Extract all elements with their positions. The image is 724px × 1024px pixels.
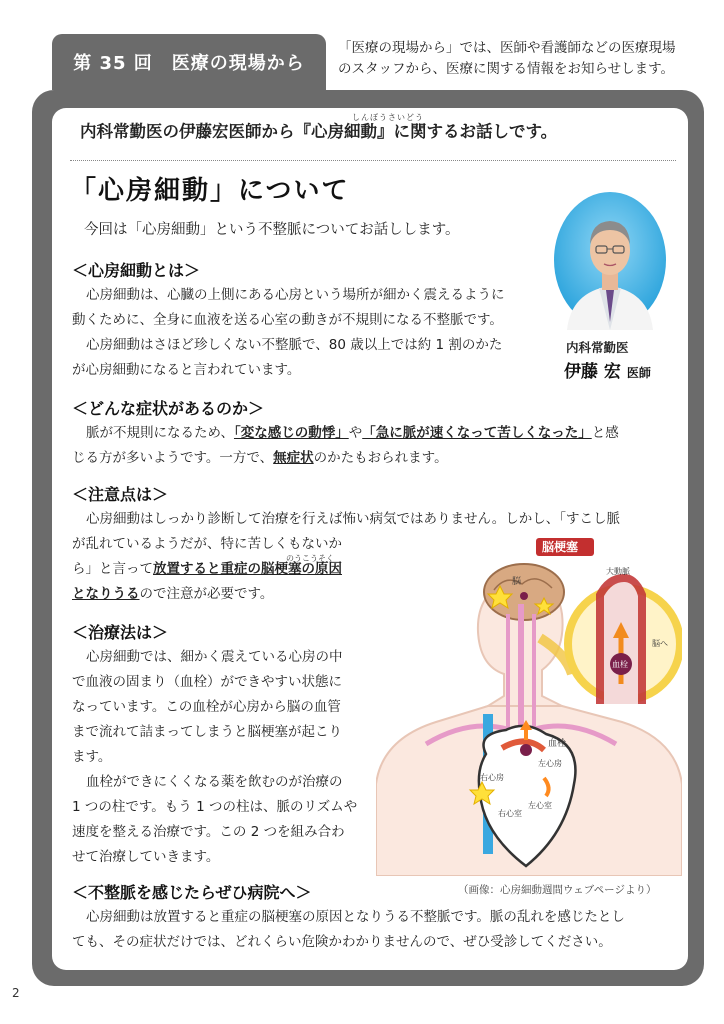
label-left-ventricle: 左心室 bbox=[528, 801, 552, 810]
emphasis-asymptomatic: 無症状 bbox=[273, 450, 314, 466]
doctor-portrait bbox=[553, 190, 667, 330]
section-heading-visit: ＜不整脈を感じたらぜひ病院へ＞ bbox=[72, 883, 312, 902]
label-left-atrium: 左心房 bbox=[538, 759, 562, 768]
body-line: 心房細動は、心臓の上側にある心房という場所が細かく震えるように bbox=[86, 287, 505, 303]
body-line: せて治療していきます。 bbox=[72, 849, 220, 865]
label-right-ventricle: 右心室 bbox=[498, 809, 522, 818]
body-line: まで流れて詰まってしまうと脳梗塞が起こり bbox=[72, 724, 342, 740]
emphasis-fast-pulse: 「急に脈が速くなって苦しくなった」 bbox=[362, 425, 592, 441]
body-line: ます。 bbox=[72, 749, 112, 765]
subtitle-ruby: しんぼうさいどう bbox=[352, 113, 424, 122]
text-span: や bbox=[348, 425, 363, 441]
series-tab bbox=[52, 34, 326, 90]
dotted-divider bbox=[70, 160, 676, 161]
text-span: のかたもおられます。 bbox=[313, 450, 448, 466]
section-body-what bbox=[72, 283, 552, 383]
body-line: 1 つの柱です。もう 1 つの柱は、脈のリズムや bbox=[72, 799, 358, 815]
body-line: 速度を整える治療です。この 2 つを組み合わ bbox=[72, 824, 345, 840]
label-to-brain: 脳へ bbox=[652, 639, 668, 648]
article-lead: 今回は「心房細動」という不整脈についてお話しします。 bbox=[84, 222, 460, 238]
section-heading-caution: ＜注意点は＞ bbox=[72, 485, 169, 504]
section-body-treatment bbox=[72, 645, 372, 870]
body-line: 心房細動はしっかり診断して治療を行えば怖い病気ではありません。しかし、「すこし脈 bbox=[86, 511, 621, 527]
heart-brain-illustration bbox=[376, 534, 682, 876]
body-line: 心房細動では、細かく震えている心房の中 bbox=[86, 649, 343, 665]
body-line: が乱れているようだが、特に苦しくもないか bbox=[72, 536, 342, 552]
label-aorta: 大動脈 bbox=[606, 567, 630, 576]
body-line: 心房細動は放置すると重症の脳梗塞の原因となりうる不整脈です。脈の乱れを感じたとし bbox=[86, 909, 625, 925]
body-line bbox=[72, 421, 682, 446]
subtitle: 内科常勤医の伊藤宏医師から『心房細動』に関するお話しです。 bbox=[80, 122, 558, 141]
body-line: で血液の固まり（血栓）ができやすい状態に bbox=[72, 674, 342, 690]
emphasis-palpitation: 「変な感じの動悸」 bbox=[233, 425, 349, 441]
text-span: ら」と言って bbox=[72, 561, 153, 577]
emphasis-can-become: となりうる bbox=[72, 586, 140, 602]
body-line: なっています。この血栓が心房から脳の血管 bbox=[72, 699, 341, 715]
banner-stroke: 脳梗塞 bbox=[542, 540, 579, 554]
text-span: 脈が不規則になるため、 bbox=[86, 425, 234, 441]
emphasis-stroke-cause: 放置すると重症の脳梗塞の原因 bbox=[153, 561, 342, 577]
section-heading-symptoms: ＜どんな症状があるのか＞ bbox=[72, 399, 265, 418]
label-right-atrium: 右心房 bbox=[480, 773, 504, 782]
body-line bbox=[72, 446, 682, 471]
article-title: 「心房細動」について bbox=[70, 176, 350, 206]
intro-line-1: 「医療の現場から」では、医師や看護師などの医療現場 bbox=[338, 40, 676, 56]
body-line: ても、その症状だけでは、どれくらい危険かわかりませんので、ぜひ受診してください。 bbox=[72, 934, 612, 950]
doctor-name-text: 伊藤 宏 bbox=[564, 362, 621, 382]
intro-line-2: のスタッフから、医療に関する情報をお知らせします。 bbox=[338, 61, 675, 77]
text-span: と感 bbox=[591, 425, 619, 441]
label-clot-zoom: 血栓 bbox=[612, 660, 628, 669]
body-line: 心房細動はさほど珍しくない不整脈で、80 歳以上では約 1 割のかた bbox=[86, 337, 503, 353]
series-tab-label: 第 35 回 医療の現場から bbox=[73, 53, 305, 74]
image-credit: （画像：心房細動週間ウェブページより） bbox=[458, 884, 657, 896]
section-heading-treatment: ＜治療法は＞ bbox=[72, 623, 169, 642]
text-span: じる方が多いようです。一方で、 bbox=[72, 450, 274, 466]
body-line: が心房細動になると言われています。 bbox=[72, 362, 301, 378]
doctor-name bbox=[564, 357, 651, 382]
label-clot-heart: 血栓 bbox=[548, 739, 567, 749]
body-line: 血栓ができにくくなる薬を飲むのが治療の bbox=[86, 774, 343, 790]
doctor-role: 内科常勤医 bbox=[566, 340, 629, 355]
label-brain: 脳 bbox=[512, 577, 522, 587]
text-span: ので注意が必要です。 bbox=[139, 586, 274, 602]
stroke-ruby: のうこうそく bbox=[286, 554, 334, 563]
body-line: 動くために、全身に血液を送る心室の動きが不規則になる不整脈です。 bbox=[72, 312, 503, 328]
page-number: 2 bbox=[12, 986, 20, 1000]
section-body-symptoms bbox=[72, 421, 682, 471]
section-body-visit bbox=[72, 905, 682, 955]
section-heading-what: ＜心房細動とは＞ bbox=[72, 261, 201, 280]
doctor-title-suffix: 医師 bbox=[626, 366, 651, 380]
series-intro bbox=[338, 38, 708, 80]
